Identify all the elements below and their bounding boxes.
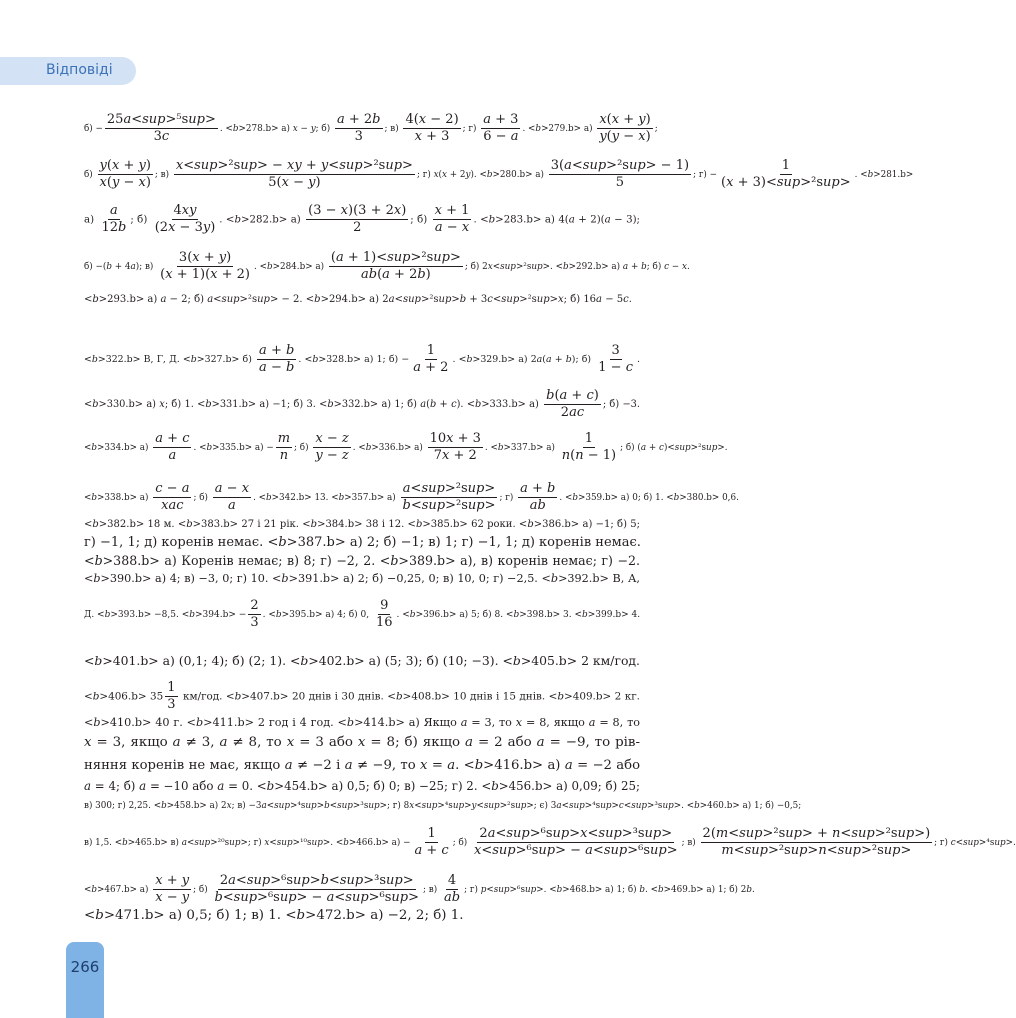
fraction: $\frac{a + 2b}{3}$ [336,112,381,144]
answer-line: в) 300; г) 2,25. <b>458.b> а) 2x; в) −3a<sup>⁴sup>b<sup>³sup>; г) 8x<sup>⁴sup>y<sup>²sup>; є) 3a<sup>⁴sup>c<sup>³sup>. <b>460.b> а) 1; б) −0,5; [84,801,802,811]
fraction: 2(m<sup>²sup> + n<sup>²sup>) m<sup>²sup>n<sup>²sup> [702,826,931,858]
answer-line: x = 3, якщо a ≠ 3, a ≠ 8, то x = 3 або x = 8; б) якщо a = 2 або a = −9, то рів- [84,735,640,750]
answer-line: в) 1,5. <b>465.b> в) a<sup>²⁰sup>; г) x<sup>¹⁰sup>. <b>466.b> а) − $\frac{1}{a + c}$ ; б) 2a<sup>⁶sup>x<sup>³sup> x<sup>⁶sup> − a<sup>⁶sup> ; в) 2(m<sup>²sup> + n<sup>²sup>) m<sup>²sup>n<sup>²sup> ; г) c<sup>⁴sup>. [84,826,1016,858]
fraction: $\frac{(3 - x)(3 + 2x)}{2}$ [308,203,407,235]
answer-line: <b>401.b> а) (0,1; 4); б) (2; 1). <b>402.b> а) (5; 3); б) (10; −3). <b>405.b> 2 км/год. [84,653,640,668]
fraction: $\frac{2}{3}$ [250,598,259,630]
fraction: $\frac{y(x + y)}{x(y - x)}$ [99,158,151,190]
answer-line: б) − 25a<sup>⁵sup> 3c . <b>278.b> а) x − y; б) $\frac{a + 2b}{3}$ ; в) $\frac{4(x - 2)}{x + 3}$ ; г) $\frac{a + 3}{6 - a}$ . <b>279.b> а) $\frac{x(x + y)}{y(y - x)}$ ; [84,112,658,144]
fraction: $\frac{3(x + y)}{(x + 1)(x + 2)}$ [160,250,250,282]
section-label: Відповіді [46,62,113,78]
fraction: $\frac{1}{a + 2}$ [413,343,449,375]
fraction: $\frac{x - z}{y - z}$ [315,431,349,463]
fraction: $\frac{9}{16}$ [375,598,393,630]
fraction: $\frac{a + b}{a - b}$ [259,343,295,375]
fraction: x<sup>²sup> − xy + y<sup>²sup> 5(x − y) [175,158,413,190]
answer-line: a = 4; б) a = −10 або a = 0. <b>454.b> а) 0,5; б) 0; в) −25; г) 2. <b>456.b> а) 0,09; б) 25; [84,779,640,793]
fraction: $\frac{4}{ab}$ [443,873,461,905]
fraction: $\frac{a + 3}{6 - a}$ [483,112,519,144]
answer-line: <b>388.b> а) Коренів немає; в) 8; г) −2, 2. <b>389.b> а), в) коренів немає; г) −2. [84,553,640,568]
answer-line: <b>406.b> 35 $\frac{1}{3}$ км/год. <b>407.b> 20 днів і 30 днів. <b>408.b> 10 днів і 15 днів. <b>409.b> 2 кг. [84,680,640,712]
answer-line: <b>471.b> а) 0,5; б) 1; в) 1. <b>472.b> а) −2, 2; б) 1. [84,908,464,923]
fraction: 2a<sup>⁶sup>b<sup>³sup> b<sup>⁶sup> − a<sup>⁶sup> [214,873,420,905]
fraction: 1 (x + 3)<sup>²sup> [721,158,851,190]
fraction: (a + 1)<sup>²sup> ab(a + 2b) [330,250,461,282]
answer-line: г) −1, 1; д) коренів немає. <b>387.b> а) 2; б) −1; в) 1; г) −1, 1; д) коренів немає. [84,535,641,550]
fraction: $\frac{a + b}{ab}$ [520,481,556,513]
answer-line: <b>410.b> 40 г. <b>411.b> 2 год і 4 год. <b>414.b> а) Якщо a = 3, то x = 8, якщо a = 8, то [84,716,641,729]
page-number-tab [66,942,104,1018]
answer-line: Д. <b>393.b> −8,5. <b>394.b> − $\frac{2}{3}$ . <b>395.b> а) 4; б) 0, $\frac{9}{16}$ . <b>396.b> а) 5; б) 8. <b>398.b> 3. <b>399.b> 4. [84,598,641,630]
fraction: $\frac{a}{12b}$ [101,203,127,235]
fraction: $\frac{x + y}{x - y}$ [155,873,190,905]
fraction: $\frac{x + 1}{a - x}$ [434,203,470,235]
fraction: $\frac{x(x + y)}{y(y - x)}$ [599,112,651,144]
answer-line: б) −(b + 4a); в) $\frac{3(x + y)}{(x + 1)(x + 2)}$ . <b>284.b> а) (a + 1)<sup>²sup> ab(a + 2b) ; б) 2x<sup>²sup>. <b>292.b> а) a + b; б) c − x. [84,250,690,282]
answer-line: а) $\frac{a}{12b}$ ; б) $\frac{4xy}{(2x - 3y)}$ . <b>282.b> а) $\frac{(3 - x)(3 + 2x)}{2}$ ; б) $\frac{x + 1}{a - x}$ . <b>283.b> а) 4(a + 2)(a − 3); [84,203,640,235]
fraction: $\frac{1}{3}$ [167,680,176,712]
answer-line: няння коренів не має, якщо a ≠ −2 і a ≠ −9, то x = a. <b>416.b> а) a = −2 або [84,758,641,773]
fraction: $\frac{10x + 3}{7x + 2}$ [429,431,481,463]
fraction: $\frac{a + c}{a}$ [155,431,190,463]
answer-line: <b>390.b> а) 4; в) −3, 0; г) 10. <b>391.b> а) 2; б) −0,25, 0; в) 10, 0; г) −2,5. <b>392.b> В, А, [84,572,640,585]
answer-line: <b>334.b> а) $\frac{a + c}{a}$ . <b>335.b> а) − $\frac{m}{n}$ ; б) $\frac{x - z}{y - z}$ . <b>336.b> а) $\frac{10x + 3}{7x + 2}$ . <b>337.b> а) $\frac{1}{n(n - 1)}$ ; б) (a + c)<sup>²sup>. [84,431,728,463]
fraction: $\frac{b(a + c)}{2ac}$ [546,388,599,420]
fraction: 3(a<sup>²sup> − 1) 5 [550,158,690,190]
section-tab [0,57,136,85]
fraction: $\frac{4xy}{(2x - 3y)}$ [154,203,216,235]
fraction: 25a<sup>⁵sup> 3c [106,112,216,144]
fraction: $\frac{1}{a + c}$ [414,826,449,858]
fraction: $\frac{4(x - 2)}{x + 3}$ [405,112,459,144]
fraction: a<sup>²sup> b<sup>²sup> [402,481,496,513]
fraction: c − a xac [155,481,190,513]
fraction: $\frac{1}{n(n - 1)}$ [561,431,617,463]
answer-line: <b>293.b> а) a − 2; б) a<sup>²sup> − 2. <b>294.b> а) 2a<sup>²sup>b + 3c<sup>²sup>x; б) 16a − 5c. [84,294,632,305]
fraction: $\frac{m}{n}$ [277,431,291,463]
answer-line: <b>322.b> В, Г, Д. <b>327.b> б) $\frac{a + b}{a - b}$ . <b>328.b> а) 1; б) − $\frac{1}{a + 2}$ . <b>329.b> а) 2a(a + b); б) $\frac{3}{1 - c}$ . [84,343,640,375]
answer-line: <b>338.b> а) c − a xac ; б) $\frac{a - x}{a}$ . <b>342.b> 13. <b>357.b> а) a<sup>²sup> b<sup>²sup> ; г) $\frac{a + b}{ab}$ . <b>359.b> а) 0; б) 1. <b>380.b> 0,6. [84,481,739,513]
fraction: 2a<sup>⁶sup>x<sup>³sup> x<sup>⁶sup> − a<sup>⁶sup> [473,826,678,858]
answer-line: <b>467.b> а) $\frac{x + y}{x - y}$ ; б) 2a<sup>⁶sup>b<sup>³sup> b<sup>⁶sup> − a<sup>⁶sup> ; в) $\frac{4}{ab}$ ; г) p<sup>⁶sup>. <b>468.b> а) 1; б) b. <b>469.b> а) 1; б) 2b. [84,873,755,905]
fraction: $\frac{3}{1 - c}$ [598,343,633,375]
page-number: 266 [70,958,100,976]
answer-line: б) $\frac{y(x + y)}{x(y - x)}$ ; в) x<sup>²sup> − xy + y<sup>²sup> 5(x − y) ; г) x(x + 2y). <b>280.b> а) 3(a<sup>²sup> − 1) 5 ; г) − 1 (x + 3)<sup>²sup> . <b>281.b> [84,158,914,190]
fraction: $\frac{a - x}{a}$ [214,481,250,513]
answer-line: <b>330.b> а) x; б) 1. <b>331.b> а) −1; б) 3. <b>332.b> а) 1; б) a(b + c). <b>333.b> а) $\frac{b(a + c)}{2ac}$ ; б) −3. [84,388,641,420]
answer-line: <b>382.b> 18 м. <b>383.b> 27 і 21 рік. <b>384.b> 38 і 12. <b>385.b> 62 роки. <b>386.b> а) −1; б) 5; [84,519,641,530]
